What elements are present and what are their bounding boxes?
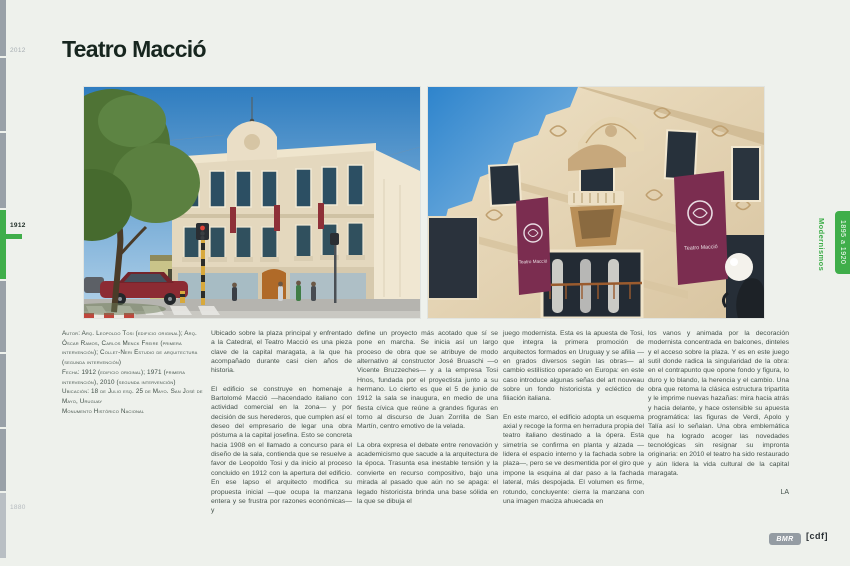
period-range-label: 1895 a 1920 xyxy=(839,220,846,265)
meta-line: Ubicación: 18 de Julio esq. 25 de Mayo. San José de Mayo, Uruguay xyxy=(62,388,203,405)
photo-facade-detail xyxy=(428,87,764,318)
timeline-segment-active[interactable] xyxy=(0,210,6,279)
paragraph: juego modernista. Esta es la apuesta de Tosi, que integra la primera promoción de arquitectos formados en Uruguay y se afilia —en grados diversos según las obras— al cambio estilístico operado en Europa: en este caso introduce algunas señas del art nouveau sobre un fondo historicista y ecléctico de filiación italiana. xyxy=(503,330,644,403)
paragraph: El edificio se construye en homenaje a Bartolomé Macció —hacendado italiano con actividad comercial en la zona— y por decisión de sus herederos, que cumplen así el deseo del empresario de legar una obra póstuma a la capital josefina. Esto se concreta hacia 1908 en el llamado a concurso para el diseño de la sala, contienda que se resuelve a favor de Leopoldo Tosi y da inicio al proceso concluido en 1912 con la apertura del edificio. En ese lapso el arquitecto modifica su propuesta inicial —que ocupa la manzana entera y se frustra por razones económicas— y xyxy=(211,385,352,515)
timeline-active-tick xyxy=(0,234,22,239)
movement-label: Modernismos xyxy=(817,218,826,272)
street-view-illustration xyxy=(84,87,420,318)
bmr-logo-badge: BMR xyxy=(769,533,801,545)
text-column-4 xyxy=(648,329,789,497)
meta-line: Monumento Histórico Nacional xyxy=(62,407,145,415)
paragraph: Ubicado sobre la plaza principal y enfrentado a la Catedral, el Teatro Macció es una pieza clave de la capital maragata, a la que ha acompañado durante casi cien años de historia. xyxy=(211,330,352,375)
timeline-segment[interactable] xyxy=(0,0,6,56)
banner-text: Teatro Macció xyxy=(684,244,718,252)
page-title: Teatro Macció xyxy=(62,36,206,62)
paragraph: define un proyecto más acotado que sí se pone en marcha. Se inicia así un largo proceso de obra que se atribuye de modo alternativo al constructor José Bruaschi —o Vicente Bruzzeches— y a la empresa Tosi Hnos, fundada por el proyectista junto a su hermano. Lo cierto es que el 5 de junio de 1912 la sala se inaugura, en medio de una fiesta cívica que reúne a grandes figuras en torno al discurso de Juan Zorrilla de San Martín, centro emotivo de la velada. xyxy=(357,330,498,431)
text-column-2 xyxy=(357,329,498,515)
meta-line: Autor: Arq. Leopoldo Tosi (edificio original); Arq. Óscar Ramos, Carlos Menck Freire (primera intervención); Collet-Neri Estudio de arquitectura (segunda intervención) xyxy=(62,330,198,367)
author-initials: LA xyxy=(780,488,789,496)
facade-detail-illustration xyxy=(428,87,764,318)
paragraph: los vanos y animada por la decoración modernista concentrada en balcones, dinteles y el acceso sobre la plaza. Y es en este juego sutil donde radica la singularidad de la obra: en el contrapunto que opone fondo y figura, lo duro y lo blando, la herencia y el cambio. Una obra que retoma la clásica estructura tripartita y le imprime nuevas hazañas: mira hacia atrás y hacia delante, y hace ostensible su apuesta programática: las figuras de Verdi, Apolo y Talía así lo señalan. Una obra emblemática que ha logrado acoger las novedades tecnológicas sin resignar su impronta originaria: en 2010 el teatro ha sido restaurado y aún lidera la vida cultural de la capital maragata. xyxy=(648,330,789,478)
text-column-1 xyxy=(211,329,352,525)
timeline-segment[interactable] xyxy=(0,429,6,491)
timeline-segment[interactable] xyxy=(0,493,6,558)
photo-street-view xyxy=(84,87,420,318)
metadata-block xyxy=(62,329,207,416)
timeline-year-1912: 1912 xyxy=(10,222,26,229)
period-tab[interactable] xyxy=(835,211,850,274)
meta-line: Fecha: 1912 (edificio original); 1971 (primera intervención), 2010 (segunda intervención) xyxy=(62,368,186,386)
cdf-logo: [cdf] xyxy=(806,531,828,541)
banner-text: Teatro Macció xyxy=(518,258,548,265)
text-column-3 xyxy=(503,329,644,515)
timeline-segment[interactable] xyxy=(0,281,6,352)
theater-banner-right xyxy=(674,171,728,285)
lower-window xyxy=(542,251,642,318)
paragraph: La obra expresa el debate entre renovación y academicismo que sacude a la arquitectura de la época. Trasunta esa inestable tensión y la convierte en recurso compositivo, bajo una mirada al pasado que aún no se apaga: el legado historicista brinda una base sólida en la que se dibuja el xyxy=(357,441,498,505)
timeline-segment[interactable] xyxy=(0,133,6,208)
timeline-year-1880: 1880 xyxy=(10,504,26,511)
timeline-segment[interactable] xyxy=(0,58,6,131)
theater-banner-left xyxy=(516,197,551,295)
timeline-segment[interactable] xyxy=(0,354,6,427)
central-balcony xyxy=(568,144,626,247)
paragraph: En este marco, el edificio adopta un esquema axial y recoge la forma en herradura propia del teatro italiano destinado a la ópera. Esta simetría se confirma en planta y alzada —lidera el espacio interno y la fachada sobre la plaza—, pero se ve desmentida por el giro que impone la esquina al dar paso a la fachada lateral, más despojada. El volumen es firme, rotundo, concluyente: cierra la manzana con una imagen maciza ahuecada en xyxy=(503,413,644,505)
timeline-year-2012: 2012 xyxy=(10,47,26,54)
